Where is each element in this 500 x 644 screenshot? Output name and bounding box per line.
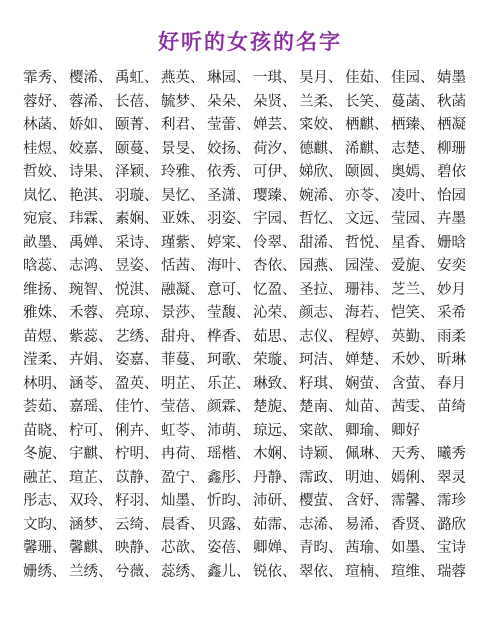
name-entry: 易浠、 — [345, 516, 389, 533]
name-entry: 明芷、 — [161, 375, 205, 392]
name-entry: 沁荣、 — [253, 305, 297, 321]
name-entry: 苗煜、 — [23, 328, 67, 345]
name-entry: 佩琳、 — [345, 446, 389, 462]
name-entry: 锐依、 — [253, 563, 297, 580]
name-row — [23, 138, 483, 162]
name-entry: 嘉瑶、 — [69, 399, 113, 415]
name-entry: 如墨、 — [391, 540, 435, 556]
name-entry: 娇如、 — [69, 117, 113, 133]
name-list — [23, 67, 483, 584]
name-entry: 莹馥、 — [207, 305, 251, 321]
name-entry: 冉荷、 — [161, 446, 205, 462]
name-entry: 宝诗 — [437, 540, 466, 556]
name-entry: 志浠、 — [299, 516, 343, 533]
name-entry: 瑄楠、 — [345, 563, 389, 580]
name-entry: 融芷、 — [23, 469, 67, 486]
name-entry: 瑞蓉 — [437, 563, 466, 580]
name-entry: 亦苓、 — [345, 187, 389, 204]
name-entry: 昱姿、 — [115, 258, 159, 274]
name-entry: 岚忆、 — [23, 187, 67, 204]
name-entry: 婉浠、 — [299, 187, 343, 204]
name-entry: 樱萤、 — [299, 493, 343, 509]
name-entry: 娣欣、 — [299, 164, 343, 180]
name-row — [23, 114, 483, 138]
name-entry: 禾妙、 — [391, 352, 435, 368]
name-entry: 卉墨 — [437, 211, 466, 227]
name-entry: 瑾紫、 — [161, 234, 205, 251]
name-entry: 籽琪、 — [299, 375, 343, 392]
name-entry: 茜雯、 — [391, 399, 435, 415]
name-entry: 翠灵 — [437, 469, 466, 486]
name-entry: 虹苓、 — [161, 422, 205, 439]
name-row — [23, 91, 483, 115]
name-row — [23, 514, 483, 538]
name-entry: 琬智、 — [69, 281, 113, 298]
name-entry: 姣扬、 — [207, 140, 251, 157]
name-entry: 丹静、 — [253, 469, 297, 486]
name-entry: 青昀、 — [299, 540, 343, 556]
name-entry: 籽羽、 — [115, 493, 159, 509]
name-entry: 俐卉、 — [115, 422, 159, 439]
name-entry: 可伊、 — [253, 164, 297, 180]
name-entry: 珂歌、 — [207, 352, 251, 368]
name-entry: 茜瑜、 — [345, 540, 389, 556]
name-entry: 婵楚、 — [345, 352, 389, 368]
name-entry: 诗颖、 — [299, 446, 343, 462]
name-entry: 蓉妤、 — [23, 93, 67, 110]
name-entry: 兰柔、 — [299, 93, 343, 110]
name-entry: 茹思、 — [253, 328, 297, 345]
name-entry: 潞欣 — [437, 516, 466, 533]
name-row — [23, 396, 483, 420]
name-entry: 禹婵、 — [69, 234, 113, 251]
name-entry: 涵苓、 — [69, 375, 113, 392]
name-entry: 林明、 — [23, 375, 67, 392]
name-entry: 颜志、 — [299, 305, 343, 321]
name-entry: 琳致、 — [253, 375, 297, 392]
name-entry: 苡静、 — [115, 469, 159, 486]
name-entry: 卿好 — [391, 422, 420, 439]
name-entry: 姗晗 — [437, 234, 466, 251]
name-entry: 云绮、 — [115, 516, 159, 533]
name-entry: 颐蔓、 — [115, 140, 159, 157]
name-row — [23, 349, 483, 373]
name-entry: 朵贤、 — [253, 93, 297, 110]
name-entry: 爱旎、 — [391, 258, 435, 274]
name-entry: 莹园、 — [391, 211, 435, 227]
name-entry: 瑄维、 — [391, 563, 435, 580]
name-entry: 颜霖、 — [207, 399, 251, 415]
name-entry: 甜舟、 — [161, 328, 205, 345]
name-entry: 荣璇、 — [253, 352, 297, 368]
name-entry: 玮霖、 — [69, 211, 113, 227]
name-entry: 楚南、 — [299, 399, 343, 415]
name-entry: 林菡、 — [23, 117, 67, 133]
name-entry: 婧墨 — [437, 70, 466, 86]
name-entry: 燕英、 — [161, 70, 205, 86]
name-entry: 卉娟、 — [69, 352, 113, 368]
name-entry: 映静、 — [115, 540, 159, 556]
name-entry: 香贤、 — [391, 516, 435, 533]
name-entry: 忻昀、 — [207, 493, 251, 509]
name-entry: 昊月、 — [299, 70, 343, 86]
name-entry: 佳竹、 — [115, 399, 159, 415]
name-entry: 珊祎、 — [345, 281, 389, 298]
name-entry: 禾蓉、 — [69, 305, 113, 321]
name-entry: 馨珊、 — [23, 540, 67, 556]
name-row — [23, 185, 483, 209]
name-entry: 晗蕊、 — [23, 258, 67, 274]
name-entry: 芝兰、 — [391, 281, 435, 298]
name-entry: 玲雅、 — [161, 164, 205, 180]
name-entry: 珂洁、 — [299, 352, 343, 368]
name-entry: 双玲、 — [69, 493, 113, 509]
name-entry: 恬茜、 — [161, 258, 205, 274]
name-entry: 禹虹、 — [115, 70, 159, 86]
name-entry: 琳园、 — [207, 70, 251, 86]
name-entry: 一琪、 — [253, 70, 297, 86]
name-entry: 卿婵、 — [253, 540, 297, 556]
name-entry: 程婷、 — [345, 328, 389, 345]
name-entry: 宛宸、 — [23, 211, 67, 227]
name-entry: 秋菡 — [437, 93, 466, 110]
name-row — [23, 467, 483, 491]
name-entry: 海叶、 — [207, 258, 251, 274]
name-entry: 柠明、 — [115, 446, 159, 462]
name-entry: 甜浠、 — [299, 234, 343, 251]
name-row — [23, 373, 483, 397]
name-entry: 采诗、 — [115, 234, 159, 251]
name-entry: 英勤、 — [391, 328, 435, 345]
name-entry: 冬旎、 — [23, 446, 67, 462]
name-entry: 盈宁、 — [161, 469, 205, 486]
name-entry: 嫣俐、 — [391, 469, 435, 486]
name-entry: 毓梦、 — [161, 93, 205, 110]
name-entry: 采希 — [437, 305, 466, 321]
name-entry: 莹蕾、 — [207, 117, 251, 133]
name-row — [23, 302, 483, 326]
name-row — [23, 161, 483, 185]
name-entry: 圣潇、 — [207, 187, 251, 204]
name-entry: 蓉浠、 — [69, 93, 113, 110]
name-entry: 栖凝 — [437, 117, 466, 133]
name-entry: 景莎、 — [161, 305, 205, 321]
name-entry: 艺绣、 — [115, 328, 159, 345]
name-row — [23, 490, 483, 514]
name-entry: 哲悦、 — [345, 234, 389, 251]
name-entry: 柠可、 — [69, 422, 113, 439]
name-entry: 柳珊 — [437, 140, 466, 157]
name-entry: 浠麒、 — [345, 140, 389, 157]
name-entry: 凌叶、 — [391, 187, 435, 204]
name-entry: 霏秀、 — [23, 70, 67, 86]
name-entry: 荷汐、 — [253, 140, 297, 157]
name-entry: 志楚、 — [391, 140, 435, 157]
name-entry: 莹蓓、 — [161, 399, 205, 415]
name-entry: 羽璇、 — [115, 187, 159, 204]
name-entry: 曦秀 — [437, 446, 466, 462]
name-entry: 泽颖、 — [115, 164, 159, 180]
name-entry: 志鸿、 — [69, 258, 113, 274]
name-entry: 沛萌、 — [207, 422, 251, 439]
name-entry: 馨麒、 — [69, 540, 113, 556]
name-entry: 妙月 — [437, 281, 466, 298]
name-entry: 利君、 — [161, 117, 205, 133]
name-entry: 融凝、 — [161, 281, 205, 298]
name-entry: 兰绣、 — [69, 563, 113, 580]
name-entry: 雅姝、 — [23, 305, 67, 321]
name-entry: 涵梦、 — [69, 516, 113, 533]
name-entry: 恺笑、 — [391, 305, 435, 321]
name-entry: 彤志、 — [23, 493, 67, 509]
name-entry: 贝露、 — [207, 516, 251, 533]
name-entry: 晨香、 — [161, 516, 205, 533]
name-row — [23, 208, 483, 232]
name-entry: 奥嫣、 — [391, 164, 435, 180]
name-entry: 长笑、 — [345, 93, 389, 110]
name-entry: 蕊绣、 — [161, 563, 205, 580]
name-entry: 哲忆、 — [299, 211, 343, 227]
name-entry: 天秀、 — [391, 446, 435, 462]
name-entry: 荟茹、 — [23, 399, 67, 415]
name-entry: 灿苗、 — [345, 399, 389, 415]
name-entry: 栖臻、 — [391, 117, 435, 133]
name-entry: 海若、 — [345, 305, 389, 321]
name-entry: 桂煜、 — [23, 140, 67, 157]
name-entry: 星香、 — [391, 234, 435, 251]
name-entry: 佳园、 — [391, 70, 435, 86]
name-entry: 伶翠、 — [253, 234, 297, 251]
name-entry: 宇麒、 — [69, 446, 113, 462]
name-entry: 畝墨、 — [23, 234, 67, 251]
name-entry: 长蓓、 — [115, 93, 159, 110]
name-entry: 姣嘉、 — [69, 140, 113, 157]
name-entry: 雨柔 — [437, 328, 466, 345]
name-row — [23, 420, 483, 444]
name-row — [23, 561, 483, 585]
name-entry: 素娴、 — [115, 211, 159, 227]
name-row — [23, 232, 483, 256]
name-entry: 含萤、 — [391, 375, 435, 392]
name-entry: 姗绣、 — [23, 563, 67, 580]
name-entry: 含妤、 — [345, 493, 389, 509]
name-entry: 春月 — [437, 375, 466, 392]
name-entry: 昕琳 — [437, 352, 466, 368]
name-entry: 紫蕊、 — [69, 328, 113, 345]
name-entry: 姿嘉、 — [115, 352, 159, 368]
name-entry: 碧依 — [437, 164, 466, 180]
page-title: 好听的女孩的名字 — [158, 30, 342, 54]
name-entry: 乐芷、 — [207, 375, 251, 392]
name-entry: 翠依、 — [299, 563, 343, 580]
name-entry: 苗绮 — [437, 399, 466, 415]
name-entry: 苗晓、 — [23, 422, 67, 439]
name-entry: 悦淇、 — [115, 281, 159, 298]
name-entry: 朵朵、 — [207, 93, 251, 110]
name-entry: 婷寀、 — [207, 234, 251, 251]
name-entry: 楚旎、 — [253, 399, 297, 415]
name-entry: 德麒、 — [299, 140, 343, 157]
name-entry: 依秀、 — [207, 164, 251, 180]
name-entry: 盈英、 — [115, 375, 159, 392]
name-entry: 亮琼、 — [115, 305, 159, 321]
name-entry: 诗果、 — [69, 164, 113, 180]
name-entry: 文远、 — [345, 211, 389, 227]
name-entry: 怡园 — [437, 187, 466, 204]
name-row — [23, 537, 483, 561]
name-entry: 文昀、 — [23, 516, 67, 533]
name-entry: 鑫彤、 — [207, 469, 251, 486]
name-entry: 栖麒、 — [345, 117, 389, 133]
name-entry: 芯歆、 — [161, 540, 205, 556]
name-entry: 园燕、 — [299, 258, 343, 274]
name-entry: 明迪、 — [345, 469, 389, 486]
name-entry: 瑶楷、 — [207, 446, 251, 462]
name-entry: 卿瑜、 — [345, 422, 389, 439]
name-row — [23, 67, 483, 91]
name-entry: 霈政、 — [299, 469, 343, 486]
name-entry: 佳茹、 — [345, 70, 389, 86]
name-entry: 意可、 — [207, 281, 251, 298]
name-entry: 滢柔、 — [23, 352, 67, 368]
name-entry: 桦香、 — [207, 328, 251, 345]
name-entry: 志仪、 — [299, 328, 343, 345]
name-entry: 颐圆、 — [345, 164, 389, 180]
name-entry: 羽姿、 — [207, 211, 251, 227]
name-entry: 兮薇、 — [115, 563, 159, 580]
name-row — [23, 255, 483, 279]
name-entry: 亚姝、 — [161, 211, 205, 227]
name-entry: 灿墨、 — [161, 493, 205, 509]
name-entry: 蔓菡、 — [391, 93, 435, 110]
name-entry: 菲蔓、 — [161, 352, 205, 368]
name-row — [23, 326, 483, 350]
name-entry: 樱浠、 — [69, 70, 113, 86]
name-entry: 沛研、 — [253, 493, 297, 509]
name-entry: 霈馨、 — [391, 493, 435, 509]
name-entry: 茹霈、 — [253, 516, 297, 533]
name-entry: 艳淇、 — [69, 187, 113, 204]
name-entry: 维扬、 — [23, 281, 67, 298]
name-entry: 琼远、 — [253, 422, 297, 439]
name-entry: 娴萤、 — [345, 375, 389, 392]
name-entry: 鑫儿、 — [207, 563, 251, 580]
name-entry: 璎臻、 — [253, 187, 297, 204]
name-entry: 忆盈、 — [253, 281, 297, 298]
name-entry: 安奕 — [437, 258, 466, 274]
name-entry: 木娴、 — [253, 446, 297, 462]
name-entry: 婵芸、 — [253, 117, 297, 133]
name-row — [23, 443, 483, 467]
name-entry: 姿蓓、 — [207, 540, 251, 556]
name-entry: 圣拉、 — [299, 281, 343, 298]
name-entry: 哲姣、 — [23, 164, 67, 180]
name-entry: 寀歆、 — [299, 422, 343, 439]
name-entry: 寀姣、 — [299, 117, 343, 133]
name-entry: 园滢、 — [345, 258, 389, 274]
name-row — [23, 279, 483, 303]
name-entry: 颐菁、 — [115, 117, 159, 133]
name-entry: 杏依、 — [253, 258, 297, 274]
name-entry: 瑄芷、 — [69, 469, 113, 486]
name-entry: 宇园、 — [253, 211, 297, 227]
name-entry: 昊忆、 — [161, 187, 205, 204]
name-entry: 景旻、 — [161, 140, 205, 157]
name-entry: 霈珍 — [437, 493, 466, 509]
